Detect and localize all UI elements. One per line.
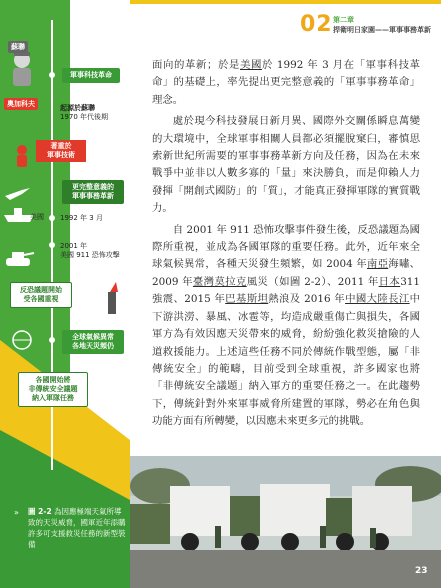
box-climate — [62, 330, 124, 354]
paragraph-2 — [152, 113, 420, 217]
p2-text: 處於現今科技發展日新月異、國際外交關係瞬息萬變的大環境中，全球軍事相關人員都必須擺脫窠臼，審慎思索新世紀所需要的軍事事務革新方向及任務，因為在未來戰爭中並非以人數多寡的「量」來決勝負，而是仰賴人力發揮「開創式國防」的「質」，才能真正發揮軍隊的實質戰力。 — [152, 115, 420, 215]
box-anti-terror-line1: 反恐議題開始 — [20, 286, 62, 294]
soldier-icon — [13, 52, 31, 86]
caption-text: 為因應極端天氣所導致的天災威脅，國軍近年添購許多可支援救災任務的新型裝備 — [28, 507, 126, 549]
box-non-traditional-line2: 非傳統安全議題 — [28, 385, 78, 393]
box-non-traditional-line3: 納入軍隊任務 — [32, 394, 74, 402]
box-tech-focus-line1: 著重於 — [50, 142, 72, 150]
p3-morakot: 莫拉克 — [214, 275, 247, 288]
ussr-badge: 蘇聯 — [8, 41, 28, 53]
ogarkov-badge: 奧加科夫 — [4, 98, 38, 110]
origin-text-2: 1970 年代後期 — [60, 113, 109, 121]
person-icon — [17, 145, 27, 167]
p3-text-e: 熱浪及 2016 年 — [268, 293, 346, 306]
date-2001-line1: 2001 年 — [60, 242, 88, 250]
caption-arrow-icon: » — [14, 508, 19, 517]
usa-label: 美國 — [30, 213, 44, 221]
paragraph-1 — [152, 57, 420, 109]
caption-label: 圖 2-2 — [28, 507, 52, 516]
box-anti-terror-line2: 受各國重視 — [23, 295, 59, 303]
box-military-tech-revolution: 軍事科技革命 — [62, 68, 120, 83]
photo-illustration — [130, 456, 441, 588]
p3-japan: 日本 — [378, 275, 401, 288]
body-text — [152, 57, 420, 435]
p3-pakistan: 巴基斯坦 — [225, 293, 269, 306]
page-number: 23 — [415, 566, 428, 576]
top-bar-yellow — [130, 0, 441, 4]
chapter-title: 捍衛明日家園——軍事事務革新 — [333, 26, 431, 34]
chapter-number: 02 — [300, 12, 333, 37]
box-anti-terror — [10, 282, 72, 308]
military-trucks-photo — [130, 456, 441, 588]
origin-text-1: 起源於蘇聯 — [60, 104, 95, 112]
p3-text-d: 311 強震、2015 年 — [152, 275, 421, 306]
box-tech-focus — [36, 140, 86, 162]
chapter-info — [333, 15, 431, 35]
date-2001 — [60, 242, 120, 260]
box-non-traditional — [18, 372, 88, 407]
p3-south-asia: 南亞 — [366, 258, 389, 271]
box-climate-line1: 全球氣候異常 — [72, 333, 114, 341]
figure-caption — [28, 506, 128, 550]
box-tech-focus-line2: 軍事技術 — [47, 151, 75, 159]
box-rma — [62, 180, 124, 204]
p1-usa: 美國 — [239, 59, 262, 71]
p3-text-a: 自 2001 年 911 恐怖攻擊事件發生後，反恐議題為國際所重視，並成為各國軍隊的重要任務。此外，近年來全球氣候異常，各種天災發生頻繁，如 2004 年 — [152, 223, 420, 271]
timeline-panel — [0, 0, 130, 588]
p1-text-a: 面向的革新；於是 — [152, 59, 240, 71]
box-rma-line2: 軍事事務革新 — [72, 192, 114, 200]
box-climate-line2: 各地天災頻仍 — [72, 342, 114, 350]
date-1992: 1992 年 3 月 — [60, 214, 103, 222]
p3-yangtze: 中國大陸長江 — [345, 293, 410, 306]
p3-text-c: 風災（如圖 2-2）、2011 年 — [246, 275, 379, 288]
date-2001-line2: 美國 911 恐怖攻擊 — [60, 251, 120, 259]
box-non-traditional-line1: 各國開始將 — [35, 376, 71, 384]
chapter-label: 第二章 — [333, 16, 354, 24]
p3-text-f: 中下游洪澇、暴風、冰雹等，均造成嚴重傷亡與損失，各國軍方為有效因應天災帶來的威脅，紛紛強化救災搶險的人道救援能力。上述這些任務不同於傳統作戰型態，屬「非傳統安全」的範疇，目前受到全球重視，許多國家也將「非傳統安全議題」納入軍方的重要任務之一。在此趨勢下，傳統針對外來軍事威脅所建置的軍隊，勢必在角色與功能方面有所轉變，以因應未來更多元的挑戰。 — [152, 293, 421, 428]
p1-text-b: 於 1992 年 3 月在「軍事科技革命」的基礎上，率先提出更完整意義的「軍事事務革命」理念。 — [152, 59, 421, 106]
p3-taiwan: 臺灣 — [192, 275, 215, 288]
paragraph-3 — [152, 222, 420, 431]
p3-text-b: 海嘯、2009 年 — [152, 258, 421, 288]
box-rma-line1: 更完整意義的 — [72, 183, 114, 191]
